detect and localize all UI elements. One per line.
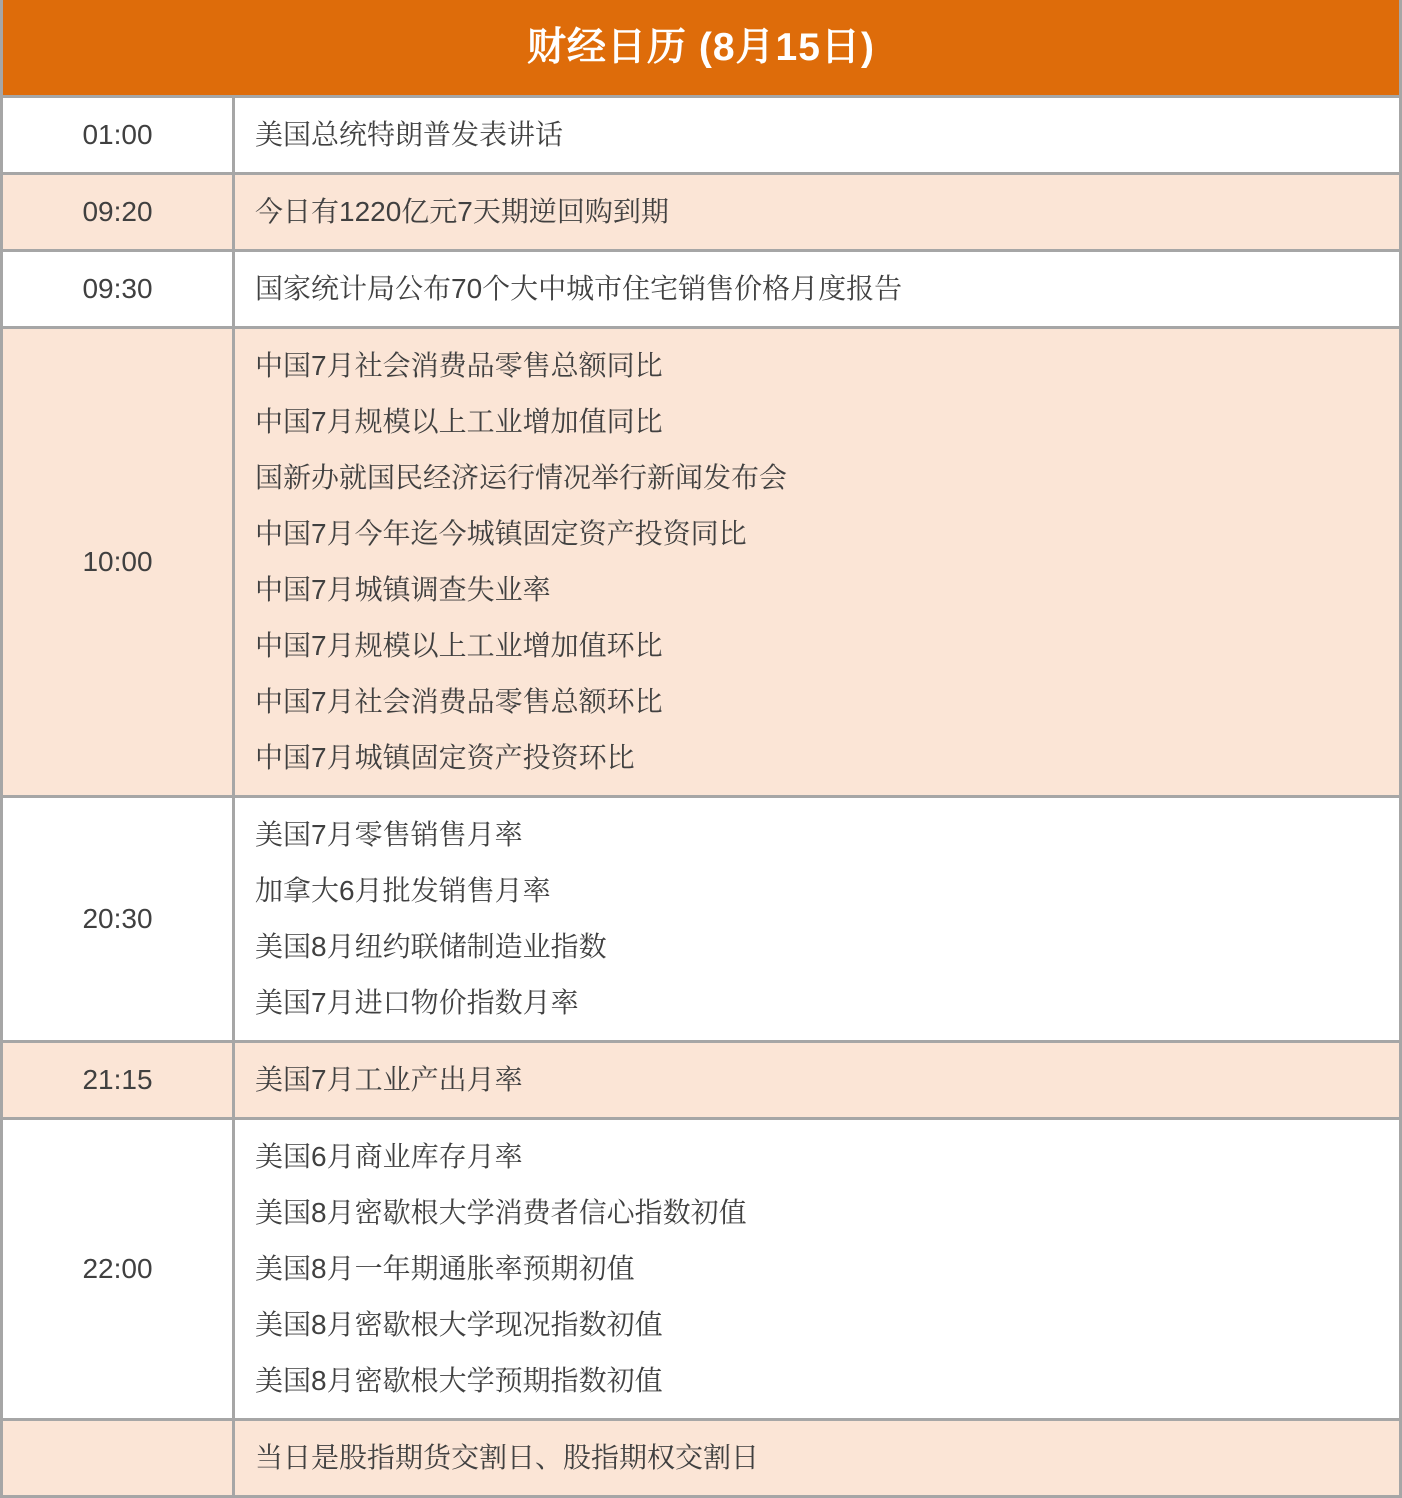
calendar-row xyxy=(2,1042,1401,1119)
events-cell xyxy=(234,1420,1401,1497)
time-cell: 01:00 xyxy=(2,97,234,174)
event-item: 中国7月社会消费品零售总额同比 xyxy=(255,350,663,381)
calendar-row xyxy=(2,328,1401,797)
calendar-row xyxy=(2,1420,1401,1497)
event-item: 加拿大6月批发销售月率 xyxy=(255,875,551,906)
time-cell: 20:30 xyxy=(2,797,234,1042)
event-item: 当日是股指期货交割日、股指期权交割日 xyxy=(255,1442,760,1473)
event-item: 美国总统特朗普发表讲话 xyxy=(255,119,564,150)
event-item: 美国8月纽约联储制造业指数 xyxy=(255,931,607,962)
event-item: 美国6月商业库存月率 xyxy=(255,1141,523,1172)
event-item: 中国7月城镇调查失业率 xyxy=(255,574,551,605)
events-cell xyxy=(234,797,1401,1042)
event-item: 今日有1220亿元7天期逆回购到期 xyxy=(255,196,669,227)
event-item: 中国7月社会消费品零售总额环比 xyxy=(255,686,663,717)
time-cell: 09:20 xyxy=(2,174,234,251)
calendar-row xyxy=(2,174,1401,251)
event-item: 美国8月密歇根大学消费者信心指数初值 xyxy=(255,1197,747,1228)
calendar-rows xyxy=(2,97,1401,1497)
time-cell: 22:00 xyxy=(2,1119,234,1420)
time-cell: 10:00 xyxy=(2,328,234,797)
event-item: 美国8月密歇根大学预期指数初值 xyxy=(255,1365,663,1396)
event-item: 中国7月规模以上工业增加值环比 xyxy=(255,630,663,661)
event-item: 美国7月工业产出月率 xyxy=(255,1064,523,1095)
event-item: 中国7月城镇固定资产投资环比 xyxy=(255,742,635,773)
event-item: 美国8月密歇根大学现况指数初值 xyxy=(255,1309,663,1340)
calendar-table xyxy=(0,95,1402,1498)
events-cell xyxy=(234,251,1401,328)
time-cell xyxy=(2,1420,234,1497)
event-item: 美国7月零售销售月率 xyxy=(255,819,523,850)
event-item: 中国7月规模以上工业增加值同比 xyxy=(255,406,663,437)
event-item: 中国7月今年迄今城镇固定资产投资同比 xyxy=(255,518,747,549)
calendar-row xyxy=(2,797,1401,1042)
events-cell xyxy=(234,174,1401,251)
events-cell xyxy=(234,97,1401,174)
event-item: 美国7月进口物价指数月率 xyxy=(255,987,579,1018)
event-item: 国家统计局公布70个大中城市住宅销售价格月度报告 xyxy=(255,273,903,304)
calendar-row xyxy=(2,251,1401,328)
calendar-title: 财经日历 (8月15日) xyxy=(0,0,1402,95)
events-cell xyxy=(234,328,1401,797)
event-item: 国新办就国民经济运行情况举行新闻发布会 xyxy=(255,462,788,493)
time-cell: 21:15 xyxy=(2,1042,234,1119)
events-cell xyxy=(234,1042,1401,1119)
calendar-row xyxy=(2,1119,1401,1420)
calendar-row xyxy=(2,97,1401,174)
event-item: 美国8月一年期通胀率预期初值 xyxy=(255,1253,635,1284)
time-cell: 09:30 xyxy=(2,251,234,328)
events-cell xyxy=(234,1119,1401,1420)
